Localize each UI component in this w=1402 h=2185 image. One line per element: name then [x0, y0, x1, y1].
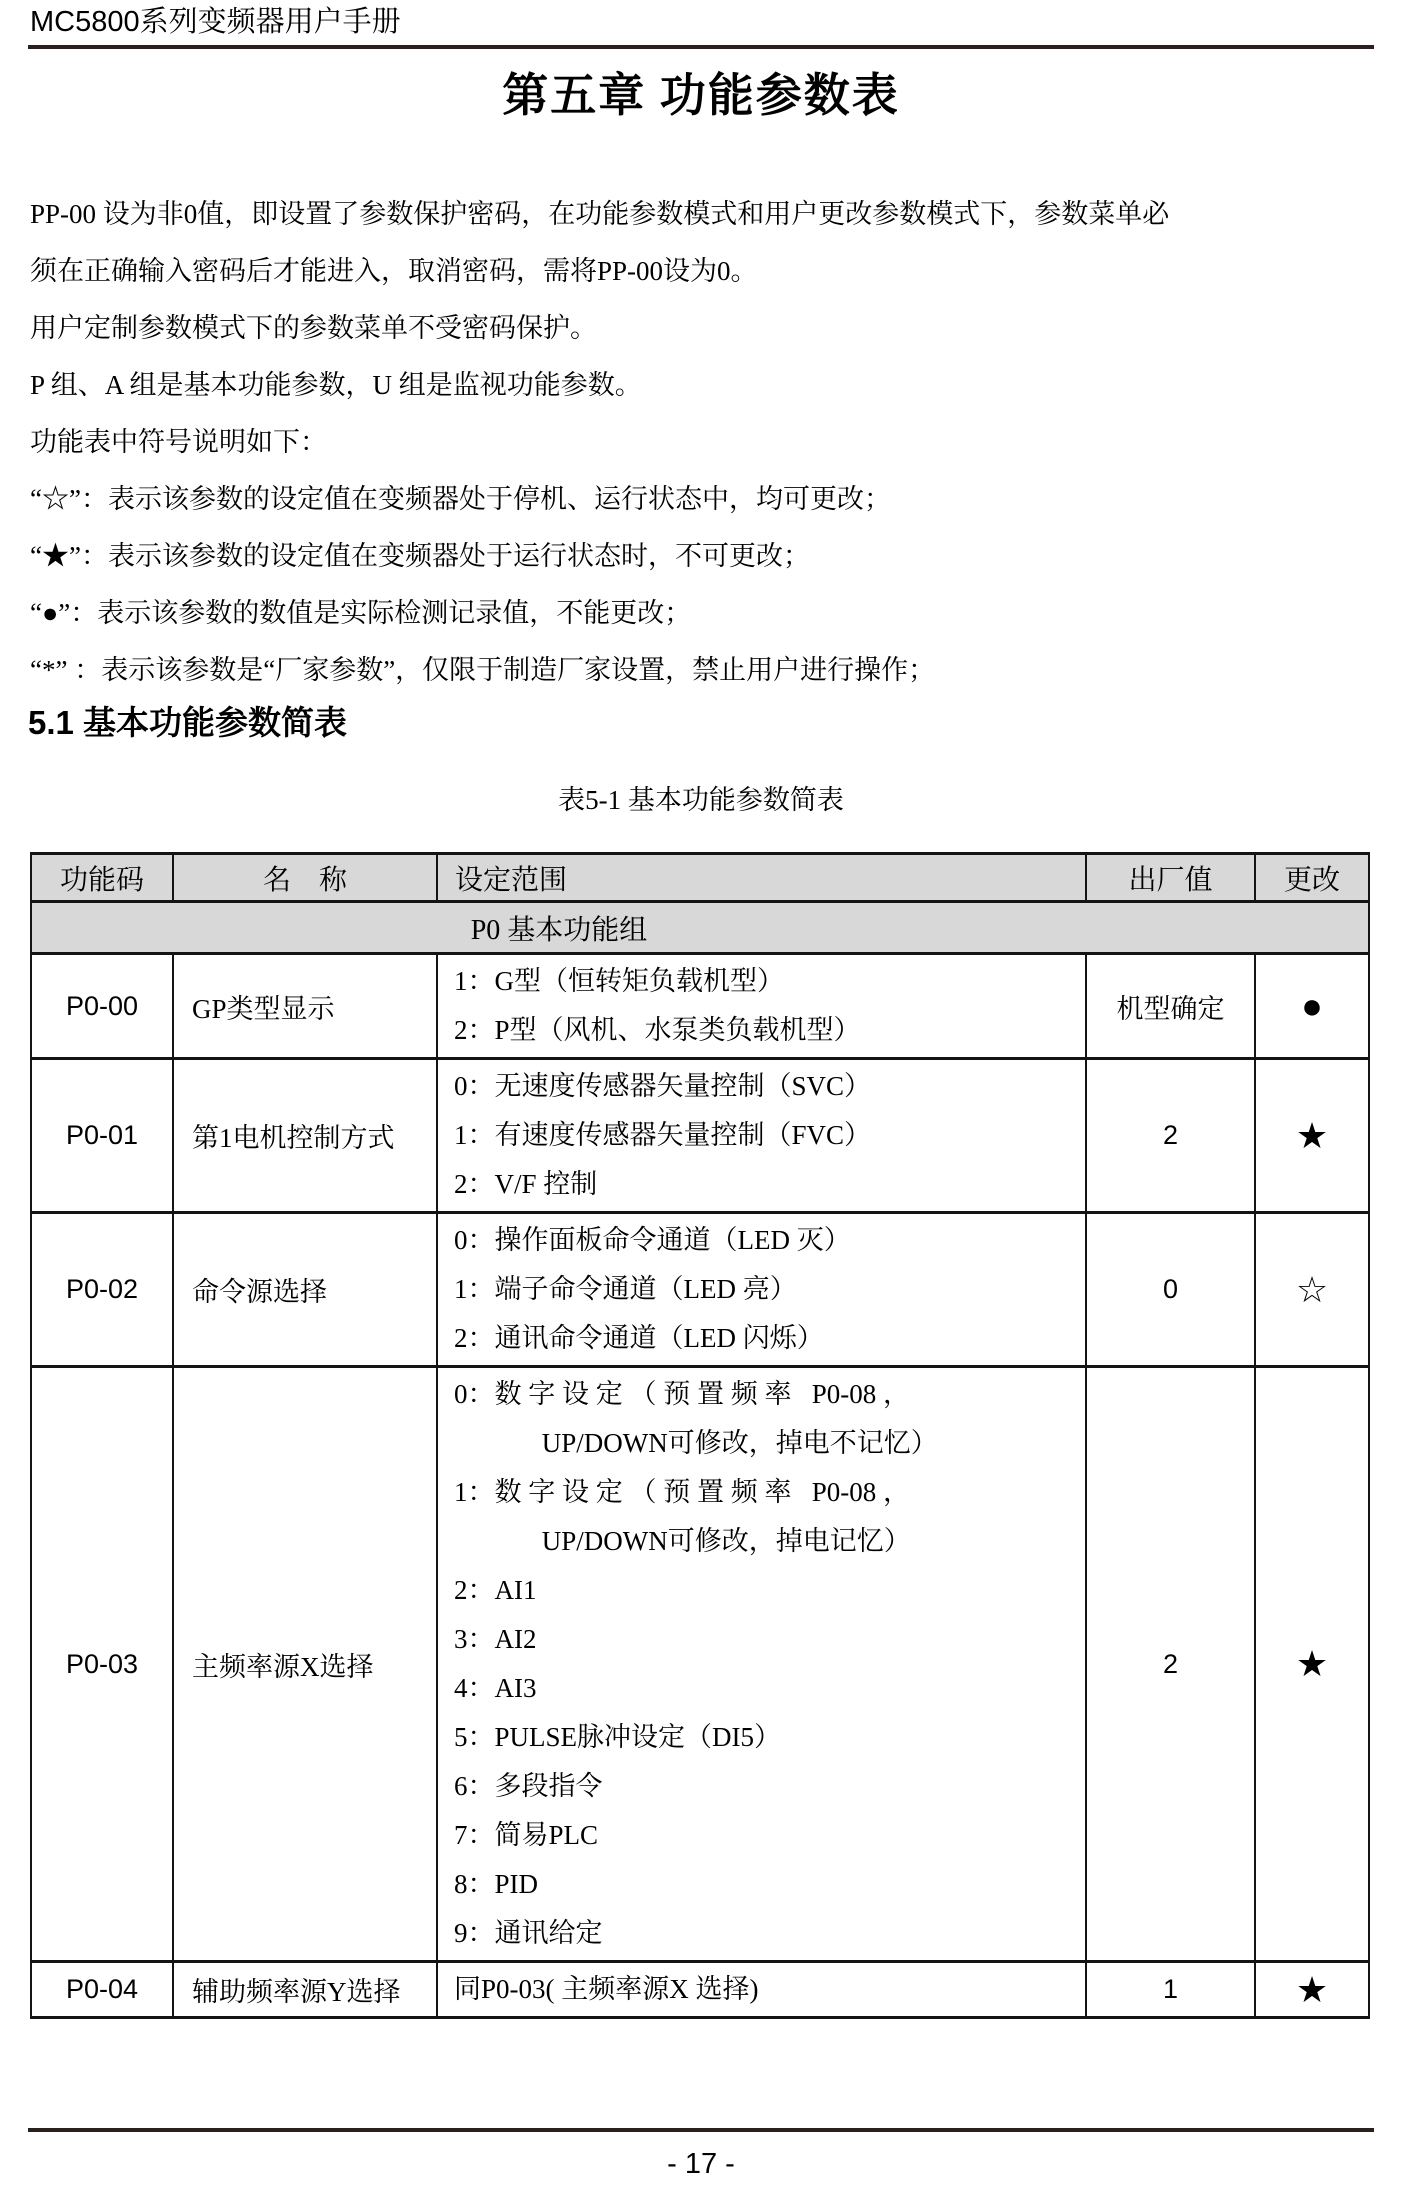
setting-range-line: 2：AI1 — [454, 1575, 537, 1605]
col-header-change: 更改 — [1255, 854, 1369, 902]
setting-range-line: 1：数 字 设 定 （ 预 置 频 率 P0-08 ， — [454, 1477, 911, 1507]
table-header-row — [31, 854, 1369, 902]
setting-range-line: 0：操作面板命令通道（LED 灭） — [454, 1225, 851, 1255]
setting-range-line: 同P0-03( 主频率源X 选择) — [454, 1974, 759, 2004]
parameter-table — [30, 852, 1370, 2019]
param-name-cell: GP类型显示 — [173, 954, 437, 1059]
setting-range-cell — [437, 1367, 1086, 1962]
section-heading: 5.1 基本功能参数简表 — [28, 704, 348, 741]
param-row — [31, 1059, 1369, 1213]
setting-range-line: 3：AI2 — [454, 1624, 537, 1654]
setting-range-line: 6：多段指令 — [454, 1771, 603, 1801]
param-name-cell: 辅助频率源Y选择 — [173, 1962, 437, 2018]
factory-default-cell: 0 — [1086, 1213, 1255, 1367]
function-code-cell: P0-02 — [31, 1213, 173, 1367]
paragraph-line: PP-00 设为非0值，即设置了参数保护密码，在功能参数模式和用户更改参数模式下，参数菜单必 — [30, 199, 1170, 229]
change-symbol-cell: ● — [1255, 954, 1369, 1059]
paragraph-line: “★”：表示该参数的设定值在变频器处于运行状态时，不可更改； — [30, 541, 810, 571]
param-name-cell: 命令源选择 — [173, 1213, 437, 1367]
chapter-title: 第五章 功能参数表 — [502, 70, 900, 121]
setting-range-cell — [437, 1059, 1086, 1213]
factory-default-cell: 2 — [1086, 1367, 1255, 1962]
paragraph-line: “●”：表示该参数的数值是实际检测记录值，不能更改； — [30, 598, 692, 628]
change-symbol-cell: ☆ — [1255, 1213, 1369, 1367]
paragraph-line: 用户定制参数模式下的参数菜单不受密码保护。 — [30, 313, 597, 343]
setting-range-line: 8：PID — [454, 1869, 539, 1899]
group-label: P0 基本功能组 — [31, 902, 1369, 954]
col-header-function-code: 功能码 — [31, 854, 173, 902]
setting-range-line: 2：P型（风机、水泵类负载机型） — [454, 1015, 861, 1045]
table-caption: 表5-1 基本功能参数简表 — [558, 785, 844, 815]
paragraph-line: 功能表中符号说明如下： — [30, 427, 327, 457]
col-header-setting-range: 设定范围 — [437, 854, 1086, 902]
factory-default-cell: 1 — [1086, 1962, 1255, 2018]
setting-range-line: 2：V/F 控制 — [454, 1169, 598, 1199]
function-code-cell: P0-03 — [31, 1367, 173, 1962]
page-content — [0, 58, 1402, 2019]
function-code-cell: P0-01 — [31, 1059, 173, 1213]
function-code-cell: P0-04 — [31, 1962, 173, 2018]
col-header-factory-default: 出厂值 — [1086, 854, 1255, 902]
footer-rule — [28, 2128, 1374, 2132]
intro-paragraphs — [30, 186, 1372, 699]
group-row — [31, 902, 1369, 954]
setting-range-line: 0：数 字 设 定 （ 预 置 频 率 P0-08 ， — [454, 1379, 911, 1409]
param-name-cell: 主频率源X选择 — [173, 1367, 437, 1962]
setting-range-cell — [437, 1962, 1086, 2018]
header-rule — [28, 45, 1374, 49]
setting-range-line: 2：通讯命令通道（LED 闪烁） — [454, 1323, 824, 1353]
setting-range-line: 7：简易PLC — [454, 1820, 599, 1850]
setting-range-line: 4：AI3 — [454, 1673, 537, 1703]
setting-range-line: 1：有速度传感器矢量控制（FVC） — [454, 1120, 872, 1150]
param-row — [31, 954, 1369, 1059]
param-row — [31, 1367, 1369, 1962]
change-symbol-cell: ★ — [1255, 1059, 1369, 1213]
page-number: - 17 - — [667, 2148, 735, 2180]
param-row — [31, 1213, 1369, 1367]
setting-range-line: 0：无速度传感器矢量控制（SVC） — [454, 1071, 872, 1101]
factory-default-cell: 机型确定 — [1086, 954, 1255, 1059]
setting-range-line: UP/DOWN可修改，掉电不记忆） — [454, 1428, 938, 1458]
param-name-cell: 第1电机控制方式 — [173, 1059, 437, 1213]
paragraph-line: P 组、A 组是基本功能参数，U 组是监视功能参数。 — [30, 370, 642, 400]
setting-range-line: 1：G型（恒转矩负载机型） — [454, 966, 784, 996]
running-header: MC5800系列变频器用户手册 — [30, 6, 401, 38]
change-symbol-cell: ★ — [1255, 1962, 1369, 2018]
col-header-name: 名 称 — [173, 854, 437, 902]
function-code-cell: P0-00 — [31, 954, 173, 1059]
setting-range-cell — [437, 954, 1086, 1059]
change-symbol-cell: ★ — [1255, 1367, 1369, 1962]
setting-range-line: 5：PULSE脉冲设定（DI5） — [454, 1722, 782, 1752]
paragraph-line: “*” ：表示该参数是“厂家参数”，仅限于制造厂家设置，禁止用户进行操作； — [30, 655, 936, 685]
paragraph-line: “☆”：表示该参数的设定值在变频器处于停机、运行状态中，均可更改； — [30, 484, 891, 514]
setting-range-line: 1：端子命令通道（LED 亮） — [454, 1274, 797, 1304]
setting-range-cell — [437, 1213, 1086, 1367]
paragraph-line: 须在正确输入密码后才能进入，取消密码，需将PP-00设为0。 — [30, 256, 758, 286]
factory-default-cell: 2 — [1086, 1059, 1255, 1213]
setting-range-line: UP/DOWN可修改，掉电记忆） — [454, 1526, 911, 1556]
setting-range-line: 9：通讯给定 — [454, 1918, 603, 1948]
param-row — [31, 1962, 1369, 2018]
